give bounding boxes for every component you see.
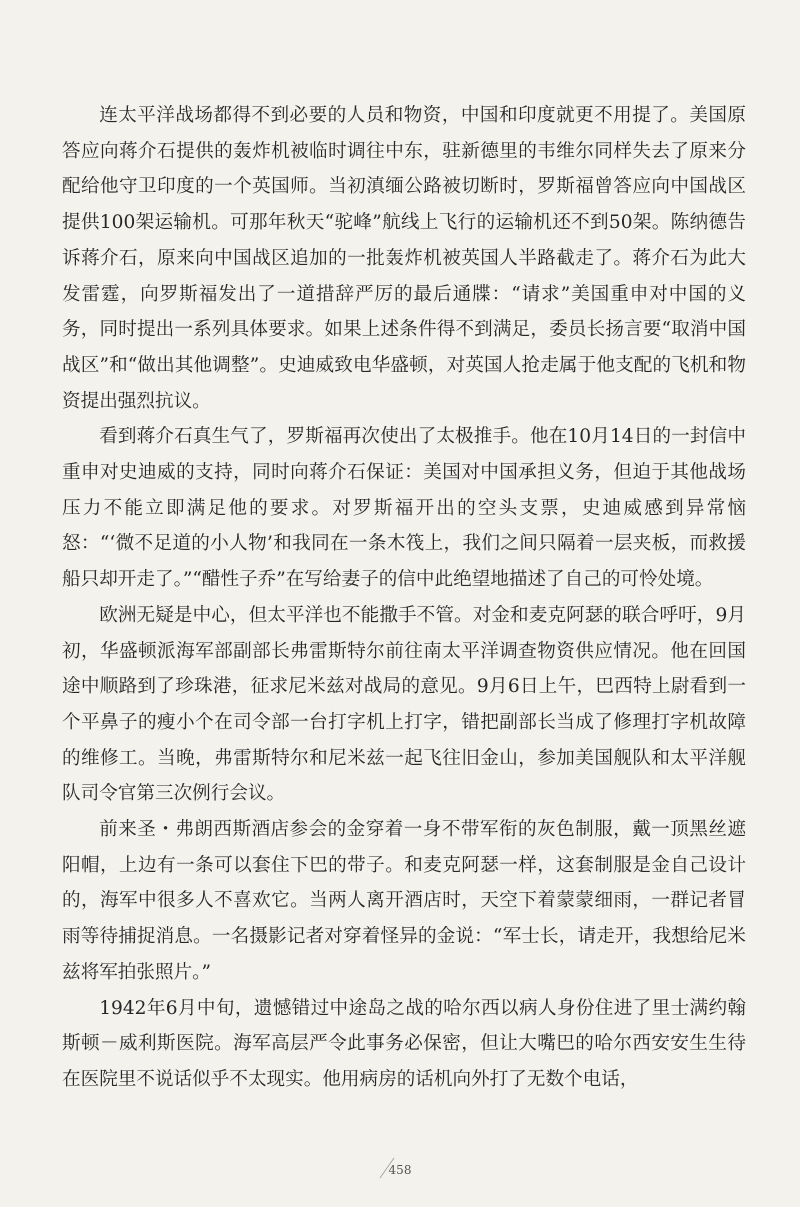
page-number: 458	[388, 1163, 412, 1177]
paragraph-5: 1942年6月中旬，遗憾错过中途岛之战的哈尔西以病人身份住进了里士满约翰斯顿－威利斯医院。海军高层严令此事务必保密，但让大嘴巴的哈尔西安安生生待在医院里不说话似乎不太现实。他用病房的话机向外打了无数个电话，	[62, 997, 746, 1090]
paragraph-2: 看到蒋介石真生气了，罗斯福再次使出了太极推手。他在10月14日的一封信中重申对史迪威的支持，同时向蒋介石保证：美国对中国承担义务，但迫于其他战场压力不能立即满足他的要求。对罗斯福开出的空头支票，史迪威感到异常恼怒：“‘微不足道的小人物’和我同在一条木筏上，我们之间只隔着一层夹板，而救援船只却开走了。”“醋性子乔”在写给妻子的信中此绝望地描述了自己的可怜处境。	[62, 426, 746, 591]
paragraph-3: 欧洲无疑是中心，但太平洋也不能撒手不管。对金和麦克阿瑟的联合呼吁，9月初，华盛顿派海军部副部长弗雷斯特尔前往南太平洋调查物资供应情况。他在回国途中顺路到了珍珠港，征求尼米兹对战局的意见。9月6日上午，巴西特上尉看到一个平鼻子的瘦小个在司令部一台打字机上打字，错把副部长当成了修理打字机故障的维修工。当晚，弗雷斯特尔和尼米兹一起飞往旧金山，参加美国舰队和太平洋舰队司令官第三次例行会议。	[62, 604, 746, 805]
body-text	[62, 98, 746, 1098]
paragraph-4: 前来圣・弗朗西斯酒店参会的金穿着一身不带军衔的灰色制服，戴一顶黑丝遮阳帽，上边有一条可以套住下巴的带子。和麦克阿瑟一样，这套制服是金自己设计的，海军中很多人不喜欢它。当两人离开酒店时，天空下着蒙蒙细雨，一群记者冒雨等待捕捉消息。一名摄影记者对穿着怪异的金说：“军士长，请走开，我想给尼米兹将军拍张照片。”	[62, 819, 746, 983]
paragraph-1: 连太平洋战场都得不到必要的人员和物资，中国和印度就更不用提了。美国原答应向蒋介石提供的轰炸机被临时调往中东，驻新德里的韦维尔同样失去了原来分配给他守卫印度的一个英国师。当初滇缅公路被切断时，罗斯福曾答应向中国战区提供100架运输机。可那年秋天“驼峰”航线上飞行的运输机还不到50架。陈纳德告诉蒋介石，原来向中国战区追加的一批轰炸机被英国人半路截走了。蒋介石为此大发雷霆，向罗斯福发出了一道措辞严厉的最后通牒：“请求”美国重申对中国的义务，同时提出一系列具体要求。如果上述条件得不到满足，委员长扬言要“取消中国战区”和“做出其他调整”。史迪威致电华盛顿，对英国人抢走属于他支配的飞机和物资提出强烈抗议。	[62, 105, 746, 412]
